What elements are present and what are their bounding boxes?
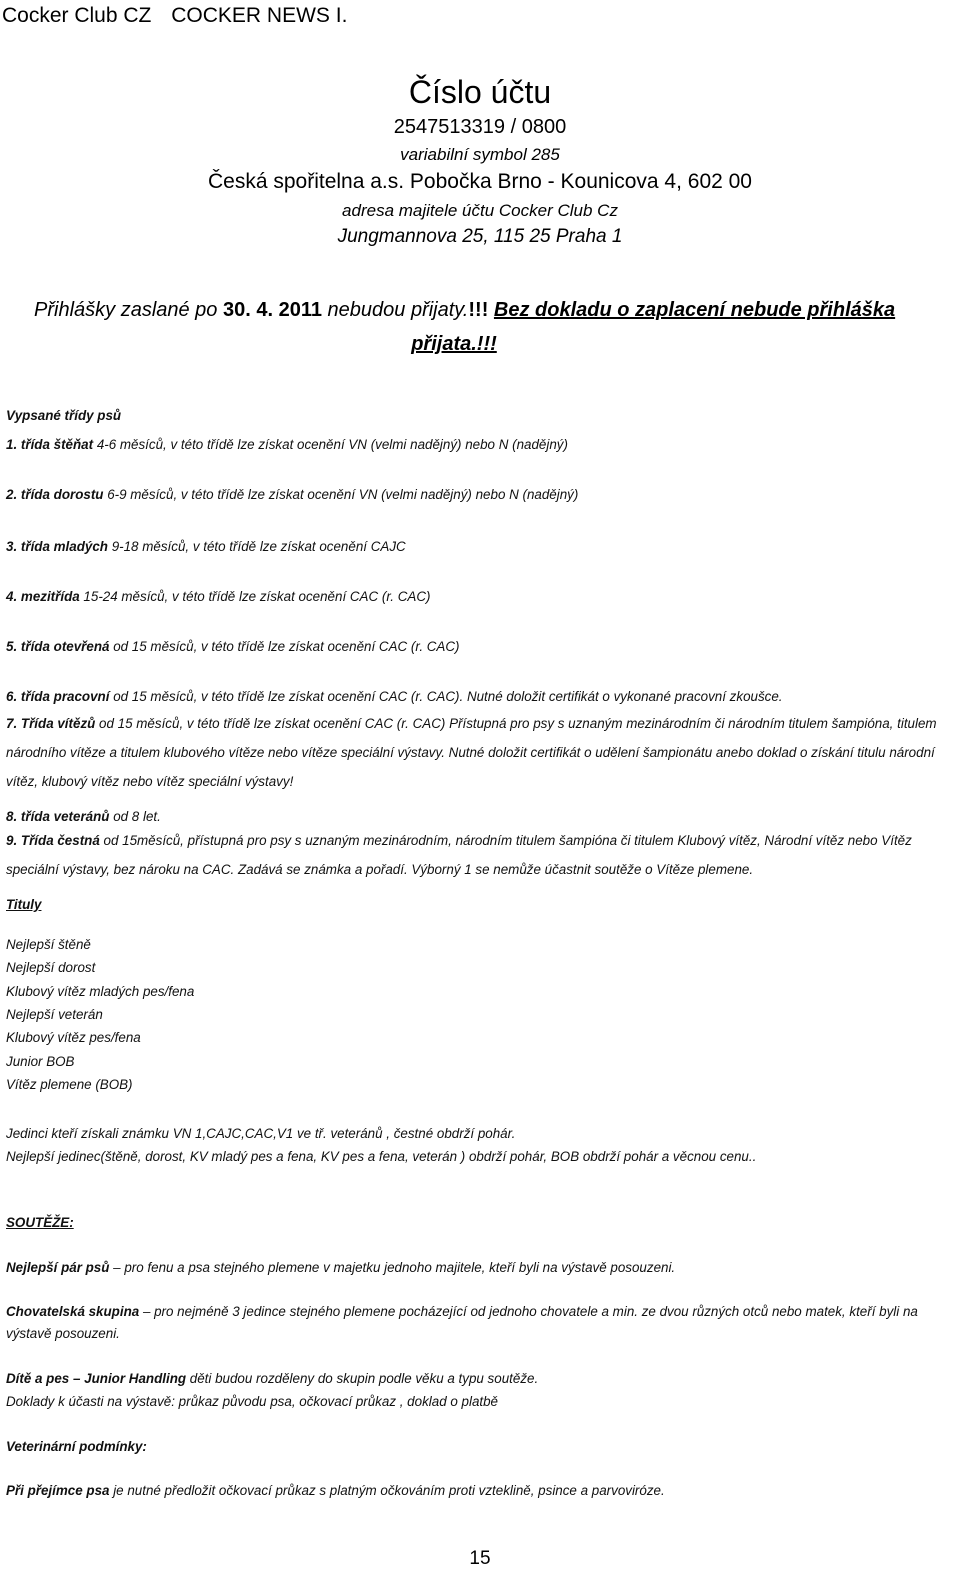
account-number: 2547513319 / 0800: [393, 116, 567, 138]
deadline-notice: [34, 293, 934, 361]
payment-warning: Bez dokladu o zaplacení nebude přihláška: [493, 299, 896, 321]
title-item: Nejlepší veterán: [6, 1007, 103, 1022]
variable-symbol: variabilní symbol 285: [400, 145, 560, 164]
class-item: 5. třída otevřená od 15 měsíců, v této třídě lze získat ocenění CAC (r. CAC): [6, 639, 460, 654]
class-item: 3. třída mladých 9-18 měsíců, v této třídě lze získat ocenění CAJC: [6, 539, 406, 554]
title-item: Klubový vítěz mladých pes/fena: [6, 984, 195, 999]
title-item: Junior BOB: [6, 1054, 75, 1069]
class-item-9: 9. Třída čestná od 15měsíců, přístupná pro psy s uznaným mezinárodním, národním titulem šampióna či titulem Klubový vítěz, Národní vítěz nebo Vítěz speciální výstavy, bez nároku na CAC. Zadává se známka a pořadí. Výborný 1 se nemůže účastnit soutěže o Vítěze plemene.: [6, 833, 912, 877]
deadline-exclaim: !!!: [468, 299, 494, 321]
contests-heading: SOUTĚŽE:: [6, 1215, 74, 1230]
vet-heading: Veterinární podmínky:: [6, 1439, 147, 1454]
title-item: Klubový vítěz pes/fena: [6, 1030, 141, 1045]
class-item: 1. třída štěňat 4-6 měsíců, v této třídě lze získat ocenění VN (velmi nadějný) nebo N (nadějný): [6, 437, 568, 452]
class-item-7: 7. Třída vítězů od 15 měsíců, v této třídě lze získat ocenění CAC (r. CAC) Přístupná pro psy s uznaným mezinárodním či národním titulem šampióna, titulem národního vítěze a titulem klubového vítěze nebo vítěze speciální výstavy. Nutné doložit certifikát o udělení šampionátu anebo doklad o získání titulu národní vítěz, klubový vítěz nebo vítěz speciální výstavy!: [6, 716, 937, 789]
classes-heading: Vypsané třídy psů: [6, 408, 122, 423]
title-item: Vítěz plemene (BOB): [6, 1077, 133, 1092]
class-item: 4. mezitřída 15-24 měsíců, v této třídě lze získat ocenění CAC (r. CAC): [6, 589, 431, 604]
class-item: 8. třída veteránů od 8 let.: [6, 809, 161, 824]
class-item: 6. třída pracovní od 15 měsíců, v této třídě lze získat ocenění CAC (r. CAC). Nutné doložit certifikát o vykonané pracovní zkoušce.: [6, 689, 783, 704]
contest-group: Chovatelská skupina – pro nejméně 3 jedince stejného plemene pocházející od jednoho chovatele a min. ze dvou různých otců nebo matek, kteří byli na výstavě posouzeni.: [6, 1304, 918, 1341]
owner-address: Jungmannova 25, 115 25 Praha 1: [337, 226, 623, 247]
account-title: Číslo účtu: [408, 74, 552, 110]
contest-junior-handling: Dítě a pes – Junior Handling děti budou rozděleny do skupin podle věku a typu soutěže.: [6, 1371, 539, 1386]
class-item: 2. třída dorostu 6-9 měsíců, v této třídě lze získat ocenění VN (velmi nadějný) nebo N (nadějný): [6, 487, 579, 502]
page-number: 15: [469, 1548, 491, 1569]
header-issue: COCKER NEWS I.: [171, 4, 348, 27]
best-dog-note: Nejlepší jedinec(štěně, dorost, KV mladý pes a fena, KV pes a fena, veterán ) obdrží pohár, BOB obdrží pohár a věcnou cenu..: [6, 1149, 757, 1164]
vet-conditions: Při přejímce psa je nutné předložit očkovací průkaz s platným očkováním proti vzteklině, psince a parvoviróze.: [6, 1483, 665, 1498]
trophy-note: Jedinci kteří získali známku VN 1,CAJC,CAC,V1 ve tř. veteránů , čestné obdrží pohár.: [6, 1126, 516, 1141]
header-club: Cocker Club CZ: [2, 4, 152, 27]
payment-warning-end: přijata.!!!: [411, 333, 497, 355]
bank-branch: Česká spořitelna a.s. Pobočka Brno - Kounicova 4, 602 00: [208, 170, 752, 193]
title-item: Nejlepší dorost: [6, 960, 96, 975]
required-documents: Doklady k účasti na výstavě: průkaz původu psa, očkovací průkaz , doklad o platbě: [6, 1394, 499, 1409]
deadline-date: 30. 4. 2011: [222, 299, 322, 321]
deadline-text: Přihlášky zaslané po: [34, 299, 223, 321]
deadline-text-2: nebudou přijaty.: [321, 299, 469, 321]
title-item: Nejlepší štěně: [6, 937, 91, 952]
page-header: [2, 4, 347, 28]
contest-pair: Nejlepší pár psů – pro fenu a psa stejného plemene v majetku jednoho majitele, kteří byli na výstavě posouzeni.: [6, 1260, 676, 1275]
titles-heading: Tituly: [6, 897, 42, 912]
account-owner: adresa majitele účtu Cocker Club Cz: [342, 201, 618, 220]
